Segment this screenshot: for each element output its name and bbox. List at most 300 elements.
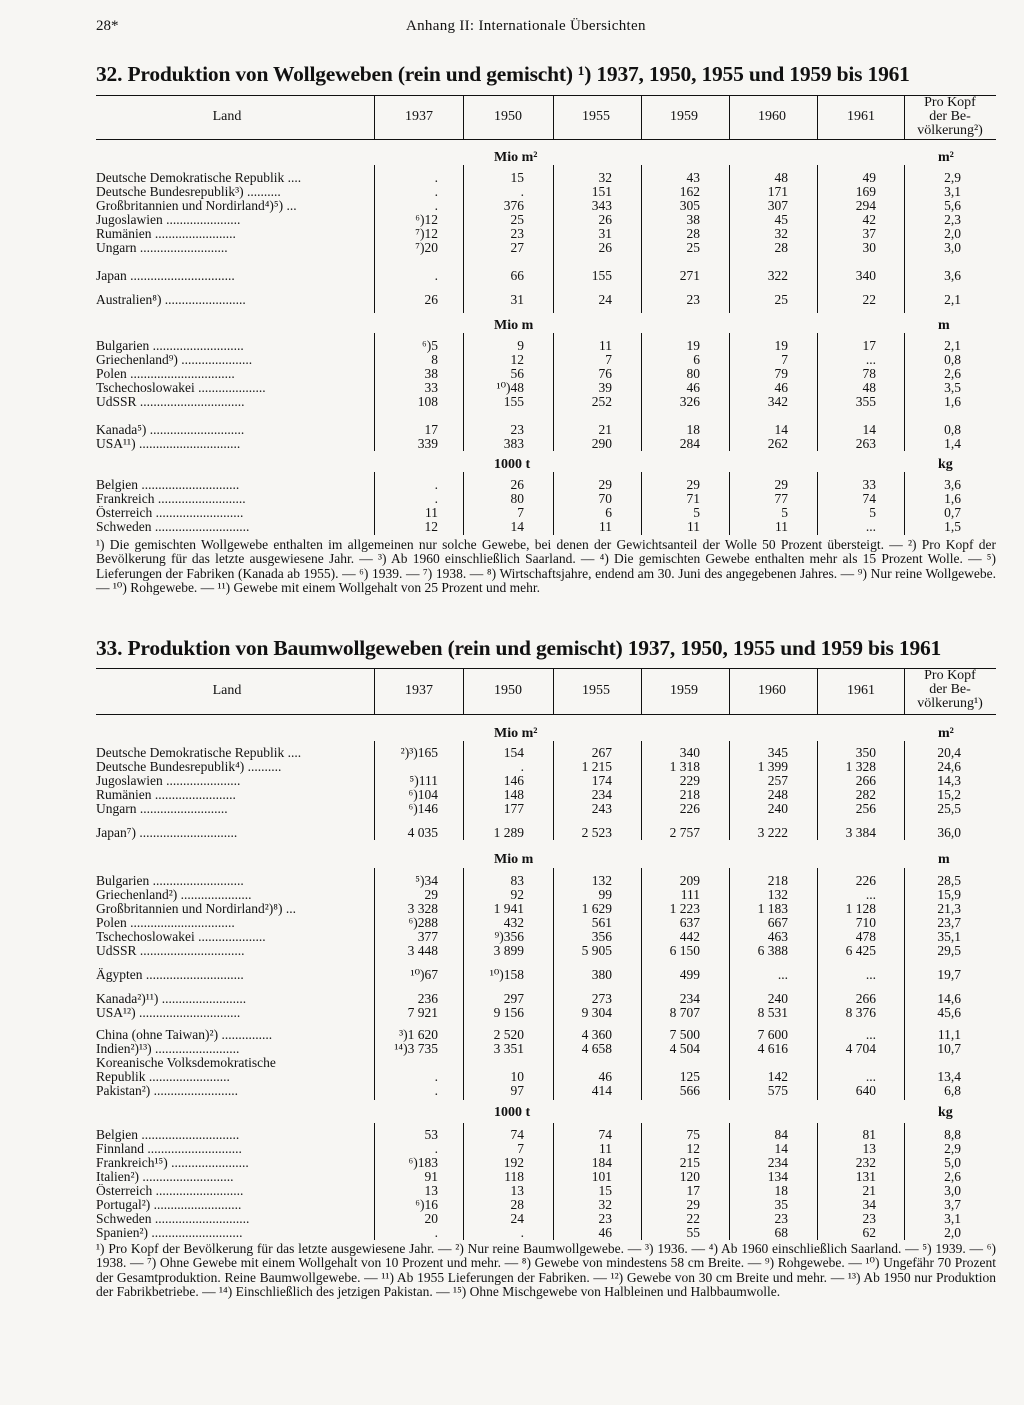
table-cell: 29	[424, 887, 438, 902]
table-cell: 15,9	[937, 887, 961, 902]
table-cell: 7	[605, 352, 612, 367]
table-row	[96, 1042, 996, 1056]
table-cell: 3,1	[944, 1211, 961, 1226]
table-33-title: 33. Produktion von Baumwollgeweben (rein und gemischt) 1937, 1950, 1955 und 1959 bis 1961	[96, 636, 942, 660]
table-row	[96, 437, 996, 451]
column-divider	[817, 95, 818, 139]
table-row	[96, 1212, 996, 1226]
table-cell: 15,2	[937, 787, 961, 802]
country-name: Rumänien ........................	[96, 788, 236, 802]
table-cell: 120	[679, 1169, 700, 1184]
country-name: Jugoslawien ......................	[96, 774, 241, 788]
table-cell: 267	[591, 745, 612, 760]
table-cell: 12	[510, 352, 524, 367]
table-cell: 28	[774, 240, 788, 255]
country-name: Japan ...............................	[96, 269, 235, 283]
column-header-year: 1959	[670, 683, 698, 698]
column-divider	[729, 668, 730, 714]
column-divider	[374, 95, 375, 139]
table-cell: 2,3	[944, 212, 961, 227]
column-header-land: Land	[212, 109, 242, 124]
country-name: Kanada⁵) ............................	[96, 423, 245, 437]
table-cell: 14,6	[937, 991, 961, 1006]
country-name: Rumänien ........................	[96, 227, 236, 241]
table-cell: 11	[599, 519, 612, 534]
table-cell: 432	[503, 915, 524, 930]
table-cell: .	[434, 1083, 438, 1098]
table-cell: 78	[862, 366, 876, 381]
table-cell: 4 616	[757, 1041, 788, 1056]
table-cell: 215	[679, 1155, 700, 1170]
table-cell: 710	[855, 915, 876, 930]
table-cell: 1 328	[845, 759, 876, 774]
country-name: Pakistan²) .........................	[96, 1084, 239, 1098]
table-cell: 14	[774, 1141, 788, 1156]
table-cell: 76	[598, 366, 612, 381]
table-cell: 1,6	[944, 394, 961, 409]
rule-header	[96, 139, 996, 140]
table-cell: 355	[855, 394, 876, 409]
table-row	[96, 968, 996, 982]
table-cell: 4 704	[845, 1041, 876, 1056]
table-cell: 232	[855, 1155, 876, 1170]
table-cell: 24	[598, 292, 612, 307]
table-cell: 1 941	[493, 901, 524, 916]
page-number: 28*	[96, 18, 119, 34]
table-cell: 111	[680, 887, 700, 902]
table-cell: 256	[855, 801, 876, 816]
table-row	[96, 506, 996, 520]
table-cell: 26	[510, 477, 524, 492]
table-cell: 25,5	[937, 801, 961, 816]
table-cell: 257	[767, 773, 788, 788]
table-cell: 29	[774, 477, 788, 492]
country-name: Koreanische Volksdemokratische	[96, 1056, 276, 1070]
table-row	[96, 874, 996, 888]
country-name: Australien⁸) ........................	[96, 293, 246, 307]
table-cell: 5	[781, 505, 788, 520]
table-cell: ²)³)165	[400, 745, 438, 760]
country-name: UdSSR ...............................	[96, 395, 245, 409]
table-32-title: 32. Produktion von Wollgeweben (rein und gemischt) ¹) 1937, 1950, 1955 und 1959 bis 1961	[96, 62, 910, 86]
table-cell: 46	[598, 1225, 612, 1240]
table-cell: 22	[686, 1211, 700, 1226]
table-row	[96, 1226, 996, 1240]
table-cell: 17	[686, 1183, 700, 1198]
table-cell: 15	[510, 170, 524, 185]
table-cell: 290	[591, 436, 612, 451]
table-cell: 28	[686, 226, 700, 241]
table-cell: 297	[503, 991, 524, 1006]
table-cell: ⁶)104	[408, 787, 438, 802]
table-cell: 3,1	[944, 184, 961, 199]
table-cell: .	[434, 184, 438, 199]
table-cell: 8 531	[757, 1005, 788, 1020]
table-cell: 561	[591, 915, 612, 930]
table-cell: 248	[767, 787, 788, 802]
table-cell: 34	[862, 1197, 876, 1212]
table-cell: 29,5	[937, 943, 961, 958]
table-row	[96, 746, 996, 760]
table-row	[96, 227, 996, 241]
table-cell: 2,9	[944, 1141, 961, 1156]
table-cell: 566	[679, 1083, 700, 1098]
table-row	[96, 492, 996, 506]
table-cell: 1,4	[944, 436, 961, 451]
table-cell: 5	[693, 505, 700, 520]
table-cell: ¹⁴)3 735	[394, 1041, 438, 1056]
table-cell: 2,0	[944, 1225, 961, 1240]
column-divider	[641, 95, 642, 139]
table-cell: 142	[767, 1069, 788, 1084]
unit-label: 1000 t	[494, 1105, 531, 1120]
table-cell: ⁶)5	[422, 338, 438, 353]
country-name: Deutsche Bundesrepublik³) ..........	[96, 185, 281, 199]
table-cell: 28,5	[937, 873, 961, 888]
table-cell: 45	[774, 212, 788, 227]
table-cell: 48	[774, 170, 788, 185]
table-row	[96, 1156, 996, 1170]
country-name: Deutsche Demokratische Republik ....	[96, 746, 302, 760]
unit-label-per-capita: m	[938, 318, 950, 333]
table-row	[96, 520, 996, 534]
table-cell: .	[434, 198, 438, 213]
table-cell: 62	[862, 1225, 876, 1240]
table-row	[96, 760, 996, 774]
table-row	[96, 1142, 996, 1156]
table-cell: 7 921	[407, 1005, 438, 1020]
table-cell: 8	[431, 352, 438, 367]
country-name: Griechenland⁹) .....................	[96, 353, 253, 367]
table-cell: 2 520	[493, 1027, 524, 1042]
table-cell: 154	[503, 745, 524, 760]
table-row	[96, 423, 996, 437]
unit-label-per-capita: kg	[938, 1105, 953, 1120]
table-cell: 14	[510, 519, 524, 534]
table-cell: 3,5	[944, 380, 961, 395]
table-cell: 350	[855, 745, 876, 760]
column-header-year: 1955	[582, 683, 610, 698]
table-cell: 23	[598, 1211, 612, 1226]
table-cell: ³)1 620	[399, 1027, 438, 1042]
table-cell: 3 222	[757, 825, 788, 840]
table-cell: 240	[767, 991, 788, 1006]
table-32-footnotes: ¹) Die gemischten Wollgewebe enthalten im allgemeinen nur solche Gewebe, bei denen der Gewichtsanteil der Wolle 50 Prozent übersteigt. — ²) Pro Kopf der Bevölkerung für das letzte ausgewiesene Jahr. — ³) Ab 1960 einschließlich Saarland. — ⁴) Die gemischten Gewebe enthalten mehr als 15 Prozent Wolle. — ⁵) Lieferungen der Fabriken (Kanada ab 1955). — ⁶) 1939. — ⁷) 1938. — ⁸) Wirtschaftsjahre, endend am 30. Juni des angegebenen Jahres. — ⁹) Nur reine Wollgewebe. — ¹⁰) Rohgewebe. — ¹¹) Gewebe mit einem Wollgehalt von 25 Prozent und mehr.	[96, 537, 996, 595]
table-row	[96, 1084, 996, 1098]
unit-label-per-capita: m²	[938, 150, 954, 165]
table-cell: 31	[598, 226, 612, 241]
table-row	[96, 1056, 996, 1070]
country-name: Jugoslawien ......................	[96, 213, 241, 227]
table-row	[96, 241, 996, 255]
table-cell: 263	[855, 436, 876, 451]
table-cell: 32	[598, 1197, 612, 1212]
table-cell: 343	[591, 198, 612, 213]
table-cell: 209	[679, 873, 700, 888]
table-cell: 1,5	[944, 519, 961, 534]
table-cell: 53	[424, 1127, 438, 1142]
table-cell: 70	[598, 491, 612, 506]
table-cell: 148	[503, 787, 524, 802]
table-cell: 8 707	[669, 1005, 700, 1020]
table-cell: ⁶)183	[408, 1155, 438, 1170]
table-cell: 1 289	[493, 825, 524, 840]
table-cell: 33	[424, 380, 438, 395]
table-cell: 19	[774, 338, 788, 353]
country-name: Polen ...............................	[96, 916, 235, 930]
table-cell: 3,0	[944, 1183, 961, 1198]
table-row	[96, 395, 996, 409]
unit-label: Mio m	[494, 852, 534, 867]
table-cell: 1 318	[669, 759, 700, 774]
table-cell: 84	[774, 1127, 788, 1142]
table-33	[96, 668, 996, 1238]
table-cell: 184	[591, 1155, 612, 1170]
table-cell: 6 425	[845, 943, 876, 958]
country-name: Ungarn ..........................	[96, 802, 228, 816]
table-cell: 26	[424, 292, 438, 307]
column-divider	[641, 668, 642, 714]
table-cell: .	[434, 491, 438, 506]
table-cell: ⁷)20	[415, 240, 438, 255]
table-cell: 33	[862, 477, 876, 492]
table-cell: 56	[510, 366, 524, 381]
table-cell: 25	[686, 240, 700, 255]
unit-label: 1000 t	[494, 457, 531, 472]
table-cell: 4 360	[581, 1027, 612, 1042]
table-cell: ⁶)288	[408, 915, 438, 930]
table-row	[96, 339, 996, 353]
table-cell: 14	[774, 422, 788, 437]
table-cell: 3,6	[944, 268, 961, 283]
table-cell: 342	[767, 394, 788, 409]
table-cell: 345	[767, 745, 788, 760]
table-cell: 2,1	[944, 292, 961, 307]
table-row	[96, 916, 996, 930]
table-cell: 266	[855, 773, 876, 788]
column-header-year: 1961	[847, 683, 875, 698]
table-cell: 174	[591, 773, 612, 788]
table-row	[96, 992, 996, 1006]
table-cell: ⁹)356	[494, 929, 524, 944]
country-name: UdSSR ...............................	[96, 944, 245, 958]
table-cell: 14	[862, 422, 876, 437]
table-cell: 442	[679, 929, 700, 944]
table-cell: 229	[679, 773, 700, 788]
table-row	[96, 774, 996, 788]
table-cell: 284	[679, 436, 700, 451]
table-cell: ...	[865, 887, 876, 902]
running-title: Anhang II: Internationale Übersichten	[406, 18, 646, 34]
table-cell: 38	[424, 366, 438, 381]
table-cell: 1 399	[757, 759, 788, 774]
table-cell: ...	[777, 967, 788, 982]
column-header-year: 1950	[494, 109, 522, 124]
table-cell: 28	[510, 1197, 524, 1212]
country-name: Griechenland²) .....................	[96, 888, 252, 902]
table-cell: 35,1	[937, 929, 961, 944]
table-cell: 5,0	[944, 1155, 961, 1170]
table-cell: 5 905	[581, 943, 612, 958]
country-name: Deutsche Demokratische Republik ....	[96, 171, 302, 185]
table-cell: 37	[862, 226, 876, 241]
rule-top	[96, 668, 996, 669]
table-cell: 8,8	[944, 1127, 961, 1142]
table-cell: 46	[686, 380, 700, 395]
table-cell: 13	[424, 1183, 438, 1198]
table-cell: 6	[693, 352, 700, 367]
rule-top	[96, 95, 996, 96]
table-row	[96, 185, 996, 199]
table-cell: 12	[686, 1141, 700, 1156]
country-name: Republik ........................	[96, 1070, 230, 1084]
table-cell: 26	[598, 240, 612, 255]
table-cell: 20	[424, 1211, 438, 1226]
table-cell: ...	[865, 519, 876, 534]
column-header-per-capita: Pro Kopf der Be- völkerung²)	[917, 95, 983, 138]
country-name: Indien²)¹³) .........................	[96, 1042, 240, 1056]
table-cell: 155	[503, 394, 524, 409]
table-cell: 294	[855, 198, 876, 213]
table-cell: 575	[767, 1083, 788, 1098]
table-cell: 240	[767, 801, 788, 816]
table-cell: 271	[679, 268, 700, 283]
table-cell: 7 600	[757, 1027, 788, 1042]
table-cell: 46	[774, 380, 788, 395]
table-cell: 23	[862, 1211, 876, 1226]
table-cell: 1 183	[757, 901, 788, 916]
table-cell: 326	[679, 394, 700, 409]
table-cell: 2,0	[944, 226, 961, 241]
table-cell: 14,3	[937, 773, 961, 788]
table-cell: 27	[510, 240, 524, 255]
table-cell: .	[520, 1225, 524, 1240]
table-cell: 43	[686, 170, 700, 185]
table-cell: 377	[417, 929, 438, 944]
table-cell: ⁵)111	[409, 773, 438, 788]
table-row	[96, 1128, 996, 1142]
table-row	[96, 269, 996, 283]
table-row	[96, 293, 996, 307]
table-cell: 340	[855, 268, 876, 283]
table-cell: 55	[686, 1225, 700, 1240]
table-cell: 637	[679, 915, 700, 930]
country-name: Spanien²) ...........................	[96, 1226, 243, 1240]
table-cell: 23,7	[937, 915, 961, 930]
country-name: Finnland ............................	[96, 1142, 242, 1156]
table-cell: 46	[598, 1069, 612, 1084]
table-cell: 273	[591, 991, 612, 1006]
table-cell: 92	[510, 887, 524, 902]
rule-header	[96, 714, 996, 715]
table-cell: 29	[686, 1197, 700, 1212]
table-cell: 177	[503, 801, 524, 816]
table-cell: 12	[424, 519, 438, 534]
table-cell: 13	[862, 1141, 876, 1156]
table-row	[96, 353, 996, 367]
table-cell: 80	[686, 366, 700, 381]
unit-label-per-capita: m²	[938, 726, 954, 741]
table-row	[96, 788, 996, 802]
table-cell: 0,8	[944, 352, 961, 367]
table-cell: 322	[767, 268, 788, 283]
table-cell: 6 388	[757, 943, 788, 958]
column-divider	[463, 668, 464, 714]
table-cell: 75	[686, 1127, 700, 1142]
table-cell: 243	[591, 801, 612, 816]
table-cell: 6	[605, 505, 612, 520]
table-row	[96, 902, 996, 916]
table-cell: 8 376	[845, 1005, 876, 1020]
column-divider	[553, 95, 554, 139]
table-cell: ⁵)34	[415, 873, 438, 888]
table-row	[96, 944, 996, 958]
table-cell: 39	[598, 380, 612, 395]
table-cell: .	[434, 170, 438, 185]
table-row	[96, 826, 996, 840]
country-name: Bulgarien ...........................	[96, 339, 244, 353]
table-cell: 2,1	[944, 338, 961, 353]
country-name: Polen ...............................	[96, 367, 235, 381]
table-cell: 162	[679, 184, 700, 199]
table-cell: 101	[591, 1169, 612, 1184]
table-cell: 1 629	[581, 901, 612, 916]
column-header-year: 1937	[405, 683, 433, 698]
table-cell: 11	[599, 1141, 612, 1156]
country-name: Schweden ............................	[96, 1212, 250, 1226]
table-cell: 3,6	[944, 477, 961, 492]
table-cell: 118	[504, 1169, 524, 1184]
table-cell: 11	[425, 505, 438, 520]
table-cell: 45,6	[937, 1005, 961, 1020]
country-name: Kanada²)¹¹) .........................	[96, 992, 247, 1006]
column-divider	[817, 668, 818, 714]
table-cell: 13	[510, 1183, 524, 1198]
table-cell: .	[520, 184, 524, 199]
table-cell: 1,6	[944, 491, 961, 506]
table-cell: 3,7	[944, 1197, 961, 1212]
table-cell: 4 035	[407, 825, 438, 840]
table-cell: 131	[855, 1169, 876, 1184]
table-cell: 48	[862, 380, 876, 395]
table-cell: 24,6	[937, 759, 961, 774]
table-cell: .	[434, 477, 438, 492]
table-row	[96, 1184, 996, 1198]
table-cell: 11	[599, 338, 612, 353]
table-cell: ...	[865, 967, 876, 982]
table-cell: ...	[865, 1027, 876, 1042]
country-name: USA¹²) ..............................	[96, 1006, 241, 1020]
table-cell: 23	[510, 226, 524, 241]
table-cell: 192	[503, 1155, 524, 1170]
table-cell: 0,8	[944, 422, 961, 437]
table-cell: 9	[517, 338, 524, 353]
table-cell: 6,8	[944, 1083, 961, 1098]
table-row	[96, 367, 996, 381]
table-cell: 132	[591, 873, 612, 888]
table-cell: 49	[862, 170, 876, 185]
table-cell: .	[434, 1225, 438, 1240]
table-cell: 74	[510, 1127, 524, 1142]
table-cell: 97	[510, 1083, 524, 1098]
country-name: Japan⁷) .............................	[96, 826, 238, 840]
column-header-year: 1955	[582, 109, 610, 124]
table-cell: 26	[598, 212, 612, 227]
table-cell: 10,7	[937, 1041, 961, 1056]
table-cell: 9 304	[581, 1005, 612, 1020]
table-cell: 19	[686, 338, 700, 353]
table-33-footnotes: ¹) Pro Kopf der Bevölkerung für das letzte ausgewiesene Jahr. — ²) Nur reine Baumwollgewebe. — ³) 1936. — ⁴) Ab 1960 einschließlich Saarland. — ⁵) 1939. — ⁶) 1938. — ⁷) Ohne Gewebe mit einem Wollgehalt von 10 Prozent und mehr. — ⁸) Gewebe von mindestens 58 cm Breite. — ⁹) Rohgewebe. — ¹⁰) Ungefähr 70 Prozent der Gesamtproduktion. Reine Baumwollgewebe. — ¹¹) Ab 1955 Lieferungen der Fabriken. — ¹²) Gewebe von 30 cm Breite und mehr. — ¹³) Ab 1950 nur Produktion der Fabrikbetriebe. — ¹⁴) Einschließlich des jetzigen Pakistan. — ¹⁵) Ohne Mischgewebe von Halbleinen und Halbbaumwolle.	[96, 1241, 996, 1299]
